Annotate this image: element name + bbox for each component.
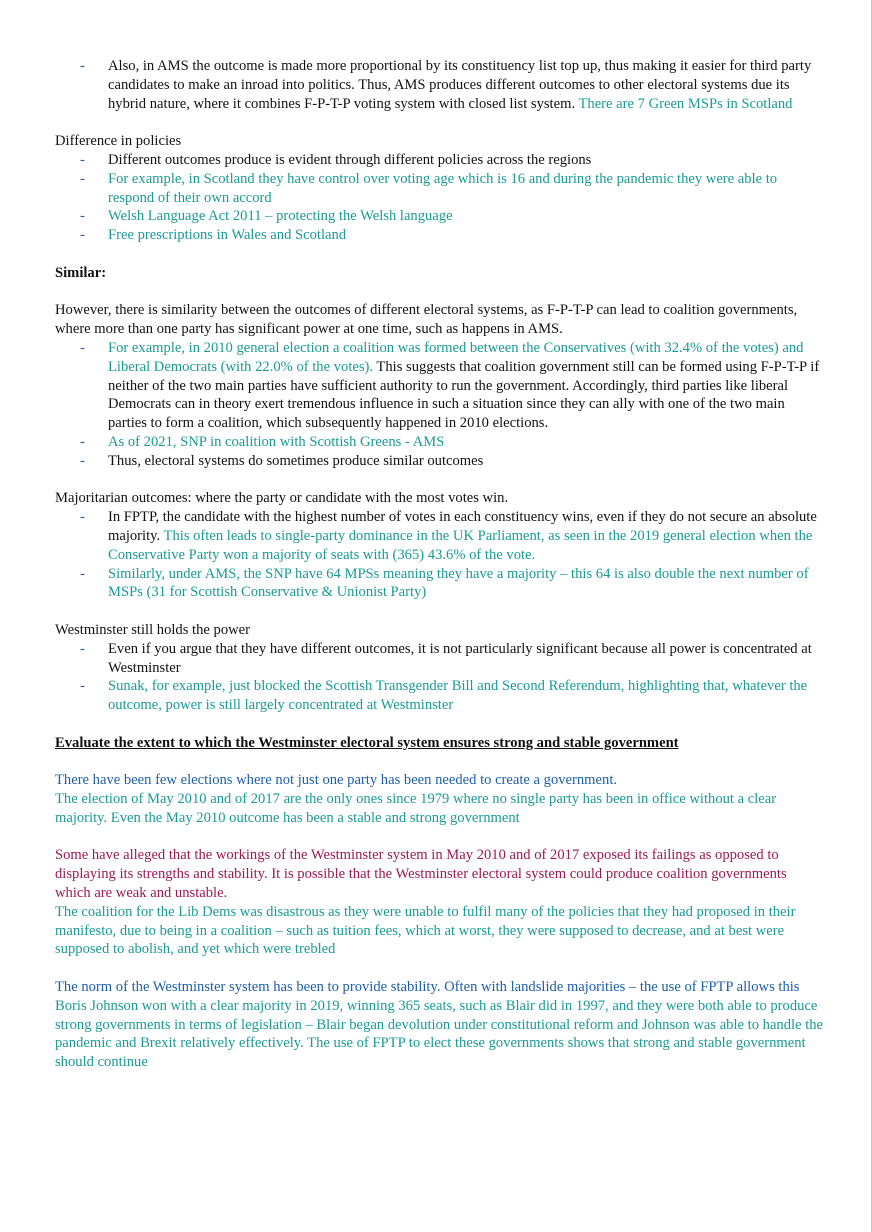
evaluate-para-4-line-1: The norm of the Westminster system has been to provide stability. Often with landslide majorities – the use of FPTP allows this [55, 979, 800, 996]
list-item: - For example, in Scotland they have control over voting age which is 16 and during the pandemic they were able to respond of their own accord [55, 170, 825, 208]
similar-heading: Similar: [55, 264, 107, 281]
similar-intro: However, there is similarity between the outcomes of different electoral systems, as F-P-T-P can lead to coalition governments, where more than one party has significant power at one time, such as happens in AMS. [55, 302, 798, 338]
list-item: - Sunak, for example, just blocked the Scottish Transgender Bill and Second Referendum, highlighting that, whatever the outcome, power is still largely concentrated at Westminster [55, 677, 825, 715]
document-body [55, 57, 825, 1072]
similar-list [55, 339, 825, 471]
list-item: - Free prescriptions in Wales and Scotland [55, 226, 825, 245]
majoritarian-heading: Majoritarian outcomes: where the party or candidate with the most votes win. [55, 490, 509, 507]
evaluate-para-3: The coalition for the Lib Dems was disastrous as they were unable to fulfil many of the policies that they had proposed in their manifesto, due to being in a coalition – such as tuition fees, which at worst, they were supposed to decrease, and at best were supposed to abolish, and yet which were trebled [55, 903, 796, 958]
green-msps-text: There are 7 Green MSPs in Scotland [578, 95, 793, 112]
fptp-text: In FPTP, the candidate with the highest number of votes in each constituency wins, even if they do not secure an absolute majority. [108, 509, 817, 544]
list-item: - Thus, electoral systems do sometimes produce similar outcomes [55, 452, 825, 471]
ams-text: Also, in AMS the outcome is made more proportional by its constituency list top up, thus making it easier for third party candidates to make an inroad into politics. Thus, AMS produces different outcomes to other electoral systems due its hybrid nature, where it combines F-P-T-P voting system with closed list system. [108, 58, 812, 112]
majoritarian-list [55, 508, 825, 602]
list-item: - As of 2021, SNP in coalition with Scottish Greens - AMS [55, 433, 825, 452]
evaluate-para-1-line-1: There have been few elections where not just one party has been needed to create a government. [55, 772, 618, 789]
coalition-example: For example, in 2010 general election a coalition was formed between the Conservatives (with 32.4% of the votes) and Liberal Democrats (with 22.0% of the votes). [108, 339, 804, 375]
evaluate-heading: Evaluate the extent to which the Westminster electoral system ensures strong and stable government [55, 734, 679, 751]
list-item: - Even if you argue that they have different outcomes, it is not particularly significant because all power is concentrated at Westminster [55, 640, 825, 678]
list-item [55, 508, 825, 564]
list-item: - Similarly, under AMS, the SNP have 64 MPSs meaning they have a majority – this 64 is also double the next number of MSPs (31 for Scottish Conservative & Unionist Party) [55, 565, 825, 603]
list-item [55, 57, 825, 113]
evaluate-para-4-line-2: Boris Johnson won with a clear majority in 2019, winning 365 seats, such as Blair did in 1997, and they were both able to produce strong governments in terms of legislation – Blair began devolution under constitutional reform and Johnson was able to handle the pandemic and Brexit relatively effectively. The use of FPTP to elect these governments shows that strong and stable government should continue [55, 997, 824, 1071]
fptp-example: This often leads to single-party dominance in the UK Parliament, as seen in the 2019 general election when the Conservative Party won a majority of seats with (365) 43.6% of the vote. [108, 527, 813, 563]
coalition-analysis: This suggests that coalition government still can be formed using F-P-T-P if neither of the two main parties have sufficient authority to run the government. Accordingly, third parties like liberal Democrats can in theory exert tremendous influence in such a situation since they can ally with one of the two main parties to form a coalition, which subsequently happened in 2010 elections. [108, 358, 820, 432]
ams-list [55, 57, 825, 113]
policies-list [55, 151, 825, 245]
list-item: - Different outcomes produce is evident through different policies across the regions [55, 151, 825, 170]
policies-heading: Difference in policies [55, 133, 182, 150]
list-item: - Welsh Language Act 2011 – protecting the Welsh language [55, 207, 825, 226]
westminster-heading: Westminster still holds the power [55, 621, 251, 638]
westminster-list [55, 640, 825, 715]
list-item [55, 339, 825, 433]
evaluate-para-2: Some have alleged that the workings of the Westminster system in May 2010 and of 2017 exposed its failings as opposed to displaying its strengths and stability. It is possible that the Westminster electoral system could produce coalition governments which are weak and unstable. [55, 847, 787, 902]
evaluate-para-1-line-2: The election of May 2010 and of 2017 are the only ones since 1979 where no single party has been in office without a clear majority. Even the May 2010 outcome has been a stable and strong government [55, 791, 777, 826]
